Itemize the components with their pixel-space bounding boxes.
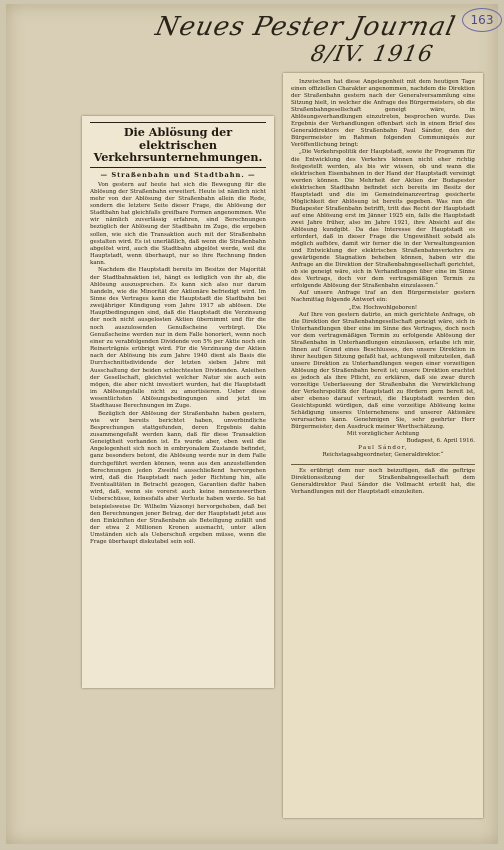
letter-signature: Paul Sándor, bbox=[358, 445, 408, 452]
page-number-stamp: 163 bbox=[462, 8, 502, 32]
article-headline: Die Ablösung der elektrischen Verkehrsunternehmungen. bbox=[90, 122, 266, 168]
left-paragraph: Von gestern auf heute hat sich die Bewegung für die Ablösung der Straßenbahn erweitert. Heute ist nämlich nicht mehr von der Ablösung der Straßenbahn allein die Rede, sondern die letztere Seite dieser Frage, die Ablösung der Stadtbahn hat gleichfalls greifbare Formen angenommen. Wie wir nämlich zuverlässig erfahren, sind Berechnungen bezüglich der Ablösung der Stadtbahn im Zuge, die ergeben sollen, wie sich die Transaktion auch mit der Straßenbahn gestalten wird. Es ist unerläßlich, daß wenn die Straßenbahn abgelöst wird, auch die Stadtbahn abgelöst werde, weil die Hauptstadt, wenn überhaupt, nur so ihre Rechnung finden kann. bbox=[90, 181, 266, 267]
left-paragraph: Nachdem die Hauptstadt bereits im Besitze der Majorität der Stadtbahnaktien ist, hängt es lediglich von ihr ab, die Ablösung auszusprechen. Es kann sich also nur darum handeln, wie die Minorität der Aktionäre befriedigt wird. Im Sinne des Vertrages kann die Hauptstadt die Stadtbahn bei zweijähriger Kündigung vom Jahre 1917 ab ablösen. Die Hauptbedingungen sind, daß die Hauptstadt die Verzinsung der noch nicht ausgelosten Aktien übernimmt und für die noch auszulosenden Genußscheine verbürgt. Die Genußscheine werden nur in dem Falle honoriert, wenn noch einer zu verabfolgenden Dividende von 5% per Aktie noch ein Reinerträgnis erübrigt wird. Für die Verzinsung der Aktien nach der Ablösung bis zum Jahre 1940 dient als Basis die Durchschnittsdividende der letzten sieben Jahre mit Ausschaltung der beiden schlechtesten Dividenden. Anleihen der Gesellschaft, gleichviel welcher Natur sie auch sein mögen, die aber nicht investiert wurden, hat die Hauptstadt im Ablösungsfalle nicht zu amortisieren. Ueber diese wesentlichsten Ablösungsbedingungen sind jetzt im Stadthause Berechnungen im Zuge. bbox=[90, 267, 266, 410]
right-paragraph: „Die Verkehrspolitik der Hauptstadt, sowie ihr Programm für die Entwicklung des Verkehrs können nicht eher richtig festgestellt werden, als bis wir wissen, ob und wann die elektrischen Eisenbahnen in der Hand der Hauptstadt vereinigt werden können. Die Mehrheit der Aktien der Budapester elektrischen Stadtbahn befindet sich bereits im Besitz der Hauptstadt und die im Gemeindeinanzvertrag gesicherte Möglichkeit der Ablösung ist bereits gegeben. Was nun die Budapester Straßenbahn betrifft, tritt das Recht der Hauptstadt auf eine Ablösung erst im Jänner 1925 ein, falls die Hauptstadt zwei Jahre früher, also im Jahre 1921, ihre Absicht auf die Ablösung kundgibt. Da das Interesse der Hauptstadt es erfordert, daß in dieser Frage die Ungewißheit sobald als möglich aufhöre, damit wir ferner die in der Verwaltungsunion und Entwicklung der elektrischen Straßenbahnverkehrs zu gewärtigende Stagnation beheben können, haben wir die Anfrage an die Direktion der Straßenbahngesellschaft gerichtet, ob sie geneigt wäre, sich in Verhandlungen über eine im Sinne des Vertrags, doch vor dem vertragsmäßigen Termin zu erfolgende Ablösung der Straßenbahn einzulassen.“ bbox=[291, 149, 475, 290]
left-paragraph: Bezüglich der Ablösung der Straßenbahn haben gestern, wie wir bereits berichtet haben, unverbindliche Besprechungen stattgefunden, deren Ergebnis dahin zusammengefaßt werden kann, daß für diese Transaktion Geneigtheit vorhanden ist. Es wurde aber, eben weil die Angelegenheit sich noch in embryonalem Zustande befindet, ganz besonders betont, die Ablösung werde nur in dem Falle durchgeführt werden können, wenn aus den anzustellenden Berechnungen jeden Zweifel ausschließend hervorgehen wird, daß die Hauptstadt nach jeder Richtung hin, alle Eventualitäten in Betracht gezogen, Garantien dafür haben wird, daß, wenn sie vorerst auch keine nennenswerthen Ueberschüsse, keinesfalls aber Verluste haben werde. So hat beispielsweise Dr. Wilhelm Vázsonyi hervorgehoben, daß bei den Berechnungen jener Betrag, der der Hauptstadt jetzt aus den Einkünften der Straßenbahn als Beteiligung zufällt und der etwa 2 Millionen Kronen ausmacht, unter allen Umständen sich als Ueberschuß ergeben müsse, wenn die Frage überhaupt diskutabel sein soll. bbox=[90, 410, 266, 546]
right-paragraph: Inzwischen hat diese Angelegenheit mit dem heutigen Tage einen offiziellen Charakter angenommen, nachdem die Direktion der Straßenbahn gestern nach der Generalversammlung eine Sitzung hielt, in welcher die Anfrage des Bürgermeisters, ob die Straßenbahngesellschaft geneigt wäre, in Ablösungsverhandlungen einzutreten, besprochen wurde. Das Ergebnis der Verhandlungen offenbart sich in einem Brief des Generaldirektors der Straßenbahn Paul Sándor, den der Bürgermeister im Rahmen folgenden Communiqués zur Veröffentlichung bringt: bbox=[291, 79, 475, 149]
closing-note: Es erübrigt dem nur noch beizufügen, daß die geftrige Direktionssitzung der Straßenbahngesellschaft dem Generaldirektor Paul Sándor die Vollmacht erteilt hat, die Verhandlungen mit der Hauptstadt einzuleiten. bbox=[291, 467, 475, 495]
closing-note-block bbox=[291, 464, 475, 496]
right-article-body bbox=[291, 79, 475, 496]
right-clipping bbox=[283, 73, 483, 818]
letter-place-date: Budapest, 6. April 1916. bbox=[406, 438, 475, 445]
letter-signer-title: Reichstagsabgeordneter, Generaldirektor.“ bbox=[322, 452, 444, 459]
left-clipping bbox=[82, 116, 274, 688]
letter-salutation: „Ew. Hochwohlgeboren! bbox=[348, 304, 418, 311]
right-paragraph: Auf unsere Anfrage traf an den Bürgermeister gestern Nachmittag folgende Antwort ein: bbox=[291, 290, 475, 304]
letter-body: Auf Ihre von gestern datirte, an mich gerichtete Anfrage, ob die Direktion der Straßenbahngesellschaft geneigt wäre, sich in Unterhandlungen über eine im Sinne des Vertrages, doch noch vor dem vertragsmäßigen Termin zu erfolgende Ablösung der Straßenbahn in Unterhandlungen einzulassen, erlaube ich mir, Ihnen auf Grund eines Beschlusses, den unsere Direktion in ihrer heutigen Sitzung gefaßt hat, achtungsvoll mitzuteilen, daß unsere Direktion zu Unterhandlungen wegen einer vorzeitigen Ablösung der Straßenbahn bereit ist; unsere Direktion erachtet es jedoch als ihre Pflicht, zu erklären, daß sie zwar durch vorzeitige Ueberlassung der Straßenbahn die Verwirklichung der Verkehrspolitik der Hauptstadt zu fördern gern bereit ist, aber ebenso darauf vertraut, die Hauptstadt werden den Gesichtspunkt würdigen, daß eine vorzeitige Ablösung keine Schädigung unseres Unternehmens und unserer Aktionäre verursachen kann. Genehmigen Sie, sehr geehrter Herr Bürgermeister, den Ausdruck meiner Werthschätzung. bbox=[291, 311, 475, 431]
left-article-body bbox=[90, 182, 266, 547]
handwritten-date: 8/IV. 1916 bbox=[308, 42, 436, 67]
article-subhead: — Straßenbahn und Stadtbahn. — bbox=[100, 170, 256, 179]
handwritten-newspaper-title: Neues Pester Journal bbox=[152, 12, 459, 42]
letter-closing: Mit vorzüglicher Achtung bbox=[346, 431, 420, 438]
